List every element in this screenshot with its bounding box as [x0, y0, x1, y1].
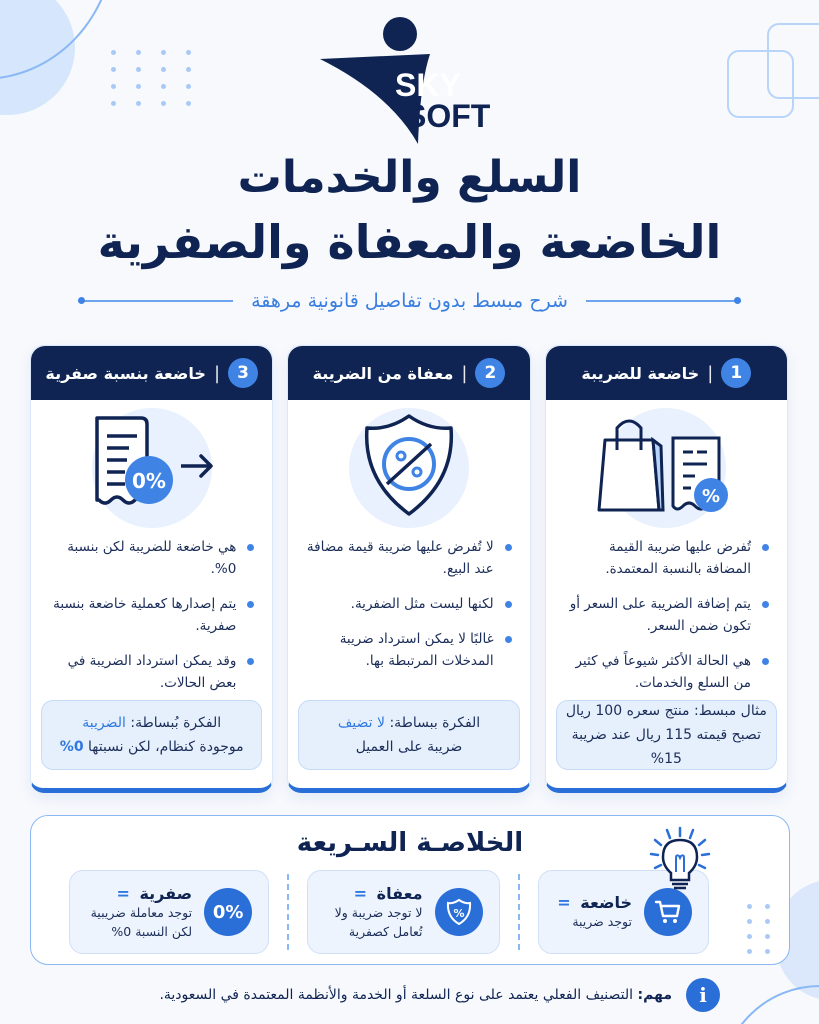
- summary-item-desc: لكن النسبة 0%: [111, 923, 193, 939]
- decorative-square: [767, 23, 819, 99]
- summary-title: الخلاصـة السـريعة: [296, 828, 524, 858]
- note-line: ضريبة على العميل: [355, 739, 463, 755]
- card-taxable: [545, 345, 788, 793]
- card-header: [288, 346, 529, 400]
- note-highlight: 0%: [59, 739, 84, 755]
- note-highlight: الضريبة: [82, 715, 126, 731]
- card-separator: |: [213, 362, 221, 384]
- important-note-text: [159, 987, 672, 1003]
- list-item: لكنها ليست مثل الضفرية.: [302, 593, 511, 615]
- info-icon: i: [686, 978, 720, 1012]
- category-cards: [30, 345, 788, 793]
- decorative-dot-grid: [111, 50, 191, 106]
- card-number-badge: 3: [228, 358, 258, 388]
- shield-percent-icon: [435, 888, 483, 936]
- note-line: [338, 711, 480, 735]
- summary-item-zero-rated: [69, 870, 269, 954]
- note-prefix: الفكرة ببساطة:: [389, 715, 481, 731]
- card-idea-note: [298, 700, 519, 770]
- card-example-note: [556, 700, 777, 770]
- note-prefix: الفكرة بُبساطة:: [130, 715, 222, 731]
- svg-text:0%: 0%: [131, 469, 166, 493]
- card-exempt: [287, 345, 530, 793]
- svg-text:SOFT: SOFT: [405, 98, 491, 134]
- note-line: [82, 711, 221, 735]
- zero-percent-badge: 0%: [204, 888, 252, 936]
- card-separator: |: [707, 362, 714, 384]
- summary-item-head: خاضعة =: [557, 893, 632, 912]
- summary-item-desc: توجد معاملة ضريبية: [90, 904, 193, 920]
- card-title: خاضعة للضريبة: [581, 363, 700, 383]
- list-item: يتم إضافة الضريبة على السعر أو تكون ضمن السعر.: [560, 593, 769, 637]
- svg-text:SKY: SKY: [395, 67, 461, 103]
- note-highlight: لا تضيف: [337, 715, 386, 731]
- summary-item-desc: توجد ضريبة: [572, 914, 632, 929]
- summary-items: [69, 870, 709, 954]
- subtitle-row: [78, 290, 741, 312]
- decorative-ring: [0, 0, 115, 80]
- svg-text:%: %: [453, 907, 465, 920]
- card-header: [31, 346, 272, 400]
- card-number-badge: 2: [475, 358, 505, 388]
- summary-item-desc: تُعامل كصفرية: [348, 923, 423, 939]
- receipt-zero-percent-icon: [31, 400, 272, 530]
- svg-text:%: %: [702, 486, 721, 507]
- card-zero-rated: [30, 345, 273, 793]
- summary-item-head: صفرية =: [116, 883, 193, 903]
- card-number-badge: 1: [721, 358, 751, 388]
- summary-item-head: معفاة =: [353, 883, 423, 903]
- subtitle: شرح مبسط بدون تفاصيل قانونية مرهقة: [251, 290, 568, 312]
- card-title: معفاة من الضريبة: [312, 363, 454, 383]
- card-separator: |: [461, 362, 468, 384]
- summary-item-exempt: [307, 870, 499, 954]
- important-text: التصنيف الفعلي يعتمد على نوع السلعة أو الخدمة والأنظمة المعتمدة في السعودية.: [159, 987, 634, 1003]
- card-title: خاضعة بنسبة صفرية: [45, 363, 206, 383]
- dashed-divider: [518, 874, 520, 950]
- list-item: لا تُفرض عليها ضريبة قيمة مضافة عند البيع.: [302, 536, 511, 580]
- note-text: موجودة كنظام، لكن نسبتها: [88, 739, 244, 755]
- decorative-square: [727, 50, 794, 118]
- card-bullet-list: [31, 530, 272, 694]
- page-title-line-1: السلع والخدمات: [237, 152, 582, 203]
- list-item: يتم إصدارها كعملية خاضعة بنسبة صفرية.: [45, 593, 254, 637]
- note-line: [60, 735, 244, 759]
- list-item: وقد يمكن استرداد الضريبة في بعض الحالات.: [45, 650, 254, 694]
- card-bullet-list: [546, 530, 787, 694]
- skysoft-logo: [320, 14, 510, 144]
- lightbulb-icon: [645, 826, 715, 900]
- summary-item-desc: لا توجد ضريبة ولا: [334, 904, 423, 920]
- card-header: [546, 346, 787, 400]
- important-note: [120, 978, 720, 1012]
- shopping-bag-receipt-percent-icon: [546, 400, 787, 530]
- card-bullet-list: [288, 530, 529, 672]
- note-line: مثال مبسط: منتج سعره 100 ريال: [565, 703, 767, 719]
- page-title-line-2: الخاضعة والمعفاة والصفرية: [97, 215, 722, 269]
- decorative-ring: [720, 985, 819, 1024]
- list-item: غالبًا لا يمكن استرداد ضريبة المدخلات المرتبطة بها.: [302, 628, 511, 672]
- divider-line: [78, 300, 233, 302]
- list-item: هي خاضعة للضريبة لكن بنسبة 0%.: [45, 536, 254, 580]
- card-idea-note: [41, 700, 262, 770]
- shield-percent-icon: [288, 400, 529, 530]
- note-line: تصبح قيمته 115 ريال عند ضريبة 15%: [571, 727, 761, 767]
- list-item: تُفرض عليها ضريبة القيمة المضافة بالنسبة المعتمدة.: [560, 536, 769, 580]
- divider-line: [586, 300, 741, 302]
- important-label: مهم:: [637, 987, 672, 1003]
- dashed-divider: [287, 874, 289, 950]
- decorative-circle: [0, 0, 75, 115]
- list-item: هي الحالة الأكثر شيوعاً في كثير من السلع والخدمات.: [560, 650, 769, 694]
